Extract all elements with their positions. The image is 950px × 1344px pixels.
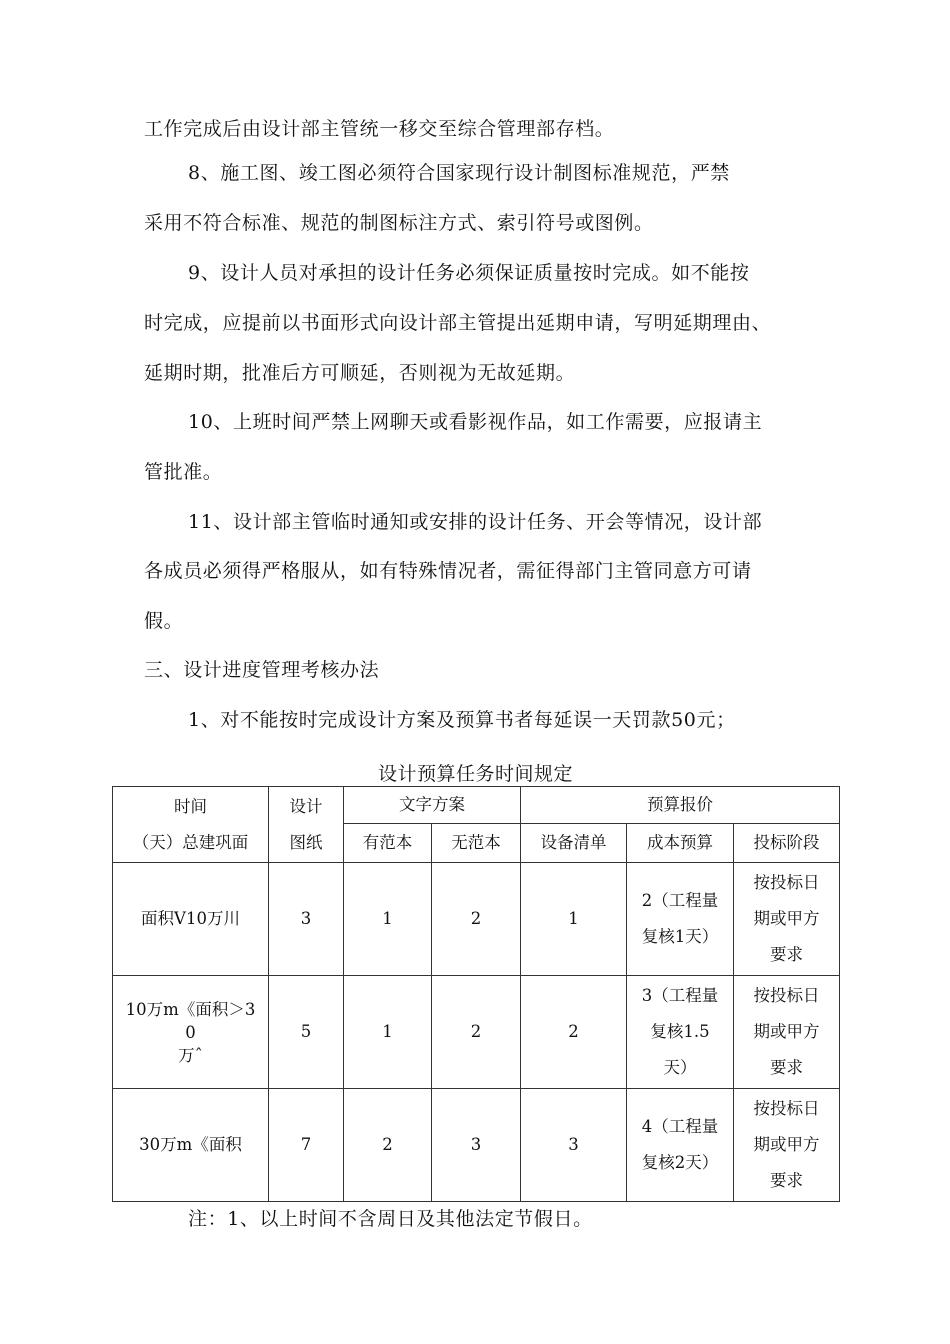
bidding-stage-cell <box>734 863 840 976</box>
without-template-cell: 2 <box>432 976 521 1089</box>
with-template-cell: 1 <box>344 863 432 976</box>
cost-line: 3（工程量 <box>641 986 719 1005</box>
with-template-cell: 1 <box>344 976 432 1089</box>
drawings-cell: 3 <box>269 863 344 976</box>
area-cell <box>113 1089 269 1202</box>
area-line: 万ˆ <box>178 1045 203 1065</box>
header-budget-quote: 预算报价 <box>521 787 840 824</box>
bidding-line: 期或甲方 <box>753 1135 820 1154</box>
paragraph-line: 延期时期，批准后方可顺延，否则视为无故延期。 <box>144 362 576 384</box>
paragraph-line: 1、对不能按时完成设计方案及预算书者每延误一天罚款50元； <box>188 709 736 731</box>
header-drawings-top: 设计 <box>289 796 323 816</box>
paragraph-line: 时完成，应提前以书面形式向设计部主管提出延期申请，写明延期理由、 <box>144 312 772 334</box>
without-template-cell: 2 <box>432 863 521 976</box>
table-caption: 设计预算任务时间规定 <box>377 763 573 785</box>
bidding-line: 按投标日 <box>753 1099 820 1118</box>
table-row <box>113 863 840 976</box>
paragraph-line: 10、上班时间严禁上网聊天或看影视作品，如工作需要，应报请主 <box>188 411 763 433</box>
bidding-line: 要求 <box>770 1058 804 1077</box>
paragraph-line: 管批准。 <box>144 461 223 483</box>
bidding-line: 要求 <box>770 945 804 964</box>
cost-line: 2（工程量 <box>641 891 719 910</box>
paragraph-line: 8、施工图、竣工图必须符合国家现行设计制图标准规范，严禁 <box>188 162 730 184</box>
cost-line: 复核2天） <box>641 1153 719 1172</box>
budget-time-table <box>112 786 840 1202</box>
header-without-template: 无范本 <box>432 824 521 863</box>
bidding-line: 期或甲方 <box>753 1022 820 1041</box>
cost-line: 4（工程量 <box>641 1117 719 1136</box>
header-time-cell <box>113 787 269 863</box>
header-equipment-list: 设备清单 <box>521 824 627 863</box>
paragraph-line: 9、设计人员对承担的设计任务必须保证质量按时完成。如不能按 <box>188 262 750 284</box>
cost-line: 复核1.5 <box>650 1022 710 1041</box>
area-cell <box>113 976 269 1089</box>
table-header-row <box>113 787 840 824</box>
header-with-template: 有范本 <box>344 824 432 863</box>
bidding-line: 按投标日 <box>753 986 820 1005</box>
area-line: 10万m《面积＞3 <box>125 999 256 1019</box>
bidding-line: 期或甲方 <box>753 909 820 928</box>
section-heading: 三、设计进度管理考核办法 <box>144 659 380 681</box>
paragraph-line: 假。 <box>144 610 184 632</box>
cost-budget-cell <box>627 863 734 976</box>
area-cell <box>113 863 269 976</box>
bidding-line: 按投标日 <box>753 873 820 892</box>
cost-budget-cell <box>627 1089 734 1202</box>
header-time-bottom: （天）总建巩面 <box>132 832 249 852</box>
paragraph-line: 11、设计部主管临时通知或安排的设计任务、开会等情况，设计部 <box>188 511 763 533</box>
cost-budget-cell <box>627 976 734 1089</box>
header-drawings-cell <box>269 787 344 863</box>
paragraph-line: 采用不符合标准、规范的制图标注方式、索引符号或图例。 <box>144 212 654 234</box>
drawings-cell: 5 <box>269 976 344 1089</box>
area-line: 0 <box>185 1022 196 1042</box>
cost-line: 复核1天） <box>641 927 719 946</box>
bidding-line: 要求 <box>770 1171 804 1190</box>
table-row <box>113 1089 840 1202</box>
equipment-list-cell: 2 <box>521 976 627 1089</box>
without-template-cell: 3 <box>432 1089 521 1202</box>
header-cost-budget: 成本预算 <box>627 824 734 863</box>
bidding-stage-cell <box>734 1089 840 1202</box>
drawings-cell: 7 <box>269 1089 344 1202</box>
cost-line: 天） <box>663 1058 697 1077</box>
paragraph-line: 各成员必须得严格服从，如有特殊情况者，需征得部门主管同意方可请 <box>144 560 752 582</box>
header-time-top: 时间 <box>174 796 207 816</box>
table-row <box>113 976 840 1089</box>
header-text-plan: 文字方案 <box>344 787 521 824</box>
header-bidding-stage: 投标阶段 <box>734 824 840 863</box>
area-line: 30万m《面积 <box>139 1135 242 1154</box>
header-drawings-bottom: 图纸 <box>289 832 323 852</box>
table-note: 注：1、以上时间不含周日及其他法定节假日。 <box>188 1208 593 1230</box>
equipment-list-cell: 1 <box>521 863 627 976</box>
bidding-stage-cell <box>734 976 840 1089</box>
equipment-list-cell: 3 <box>521 1089 627 1202</box>
paragraph-line: 工作完成后由设计部主管统一移交至综合管理部存档。 <box>144 118 615 140</box>
with-template-cell: 2 <box>344 1089 432 1202</box>
area-line: 面积V10万川 <box>141 909 240 928</box>
